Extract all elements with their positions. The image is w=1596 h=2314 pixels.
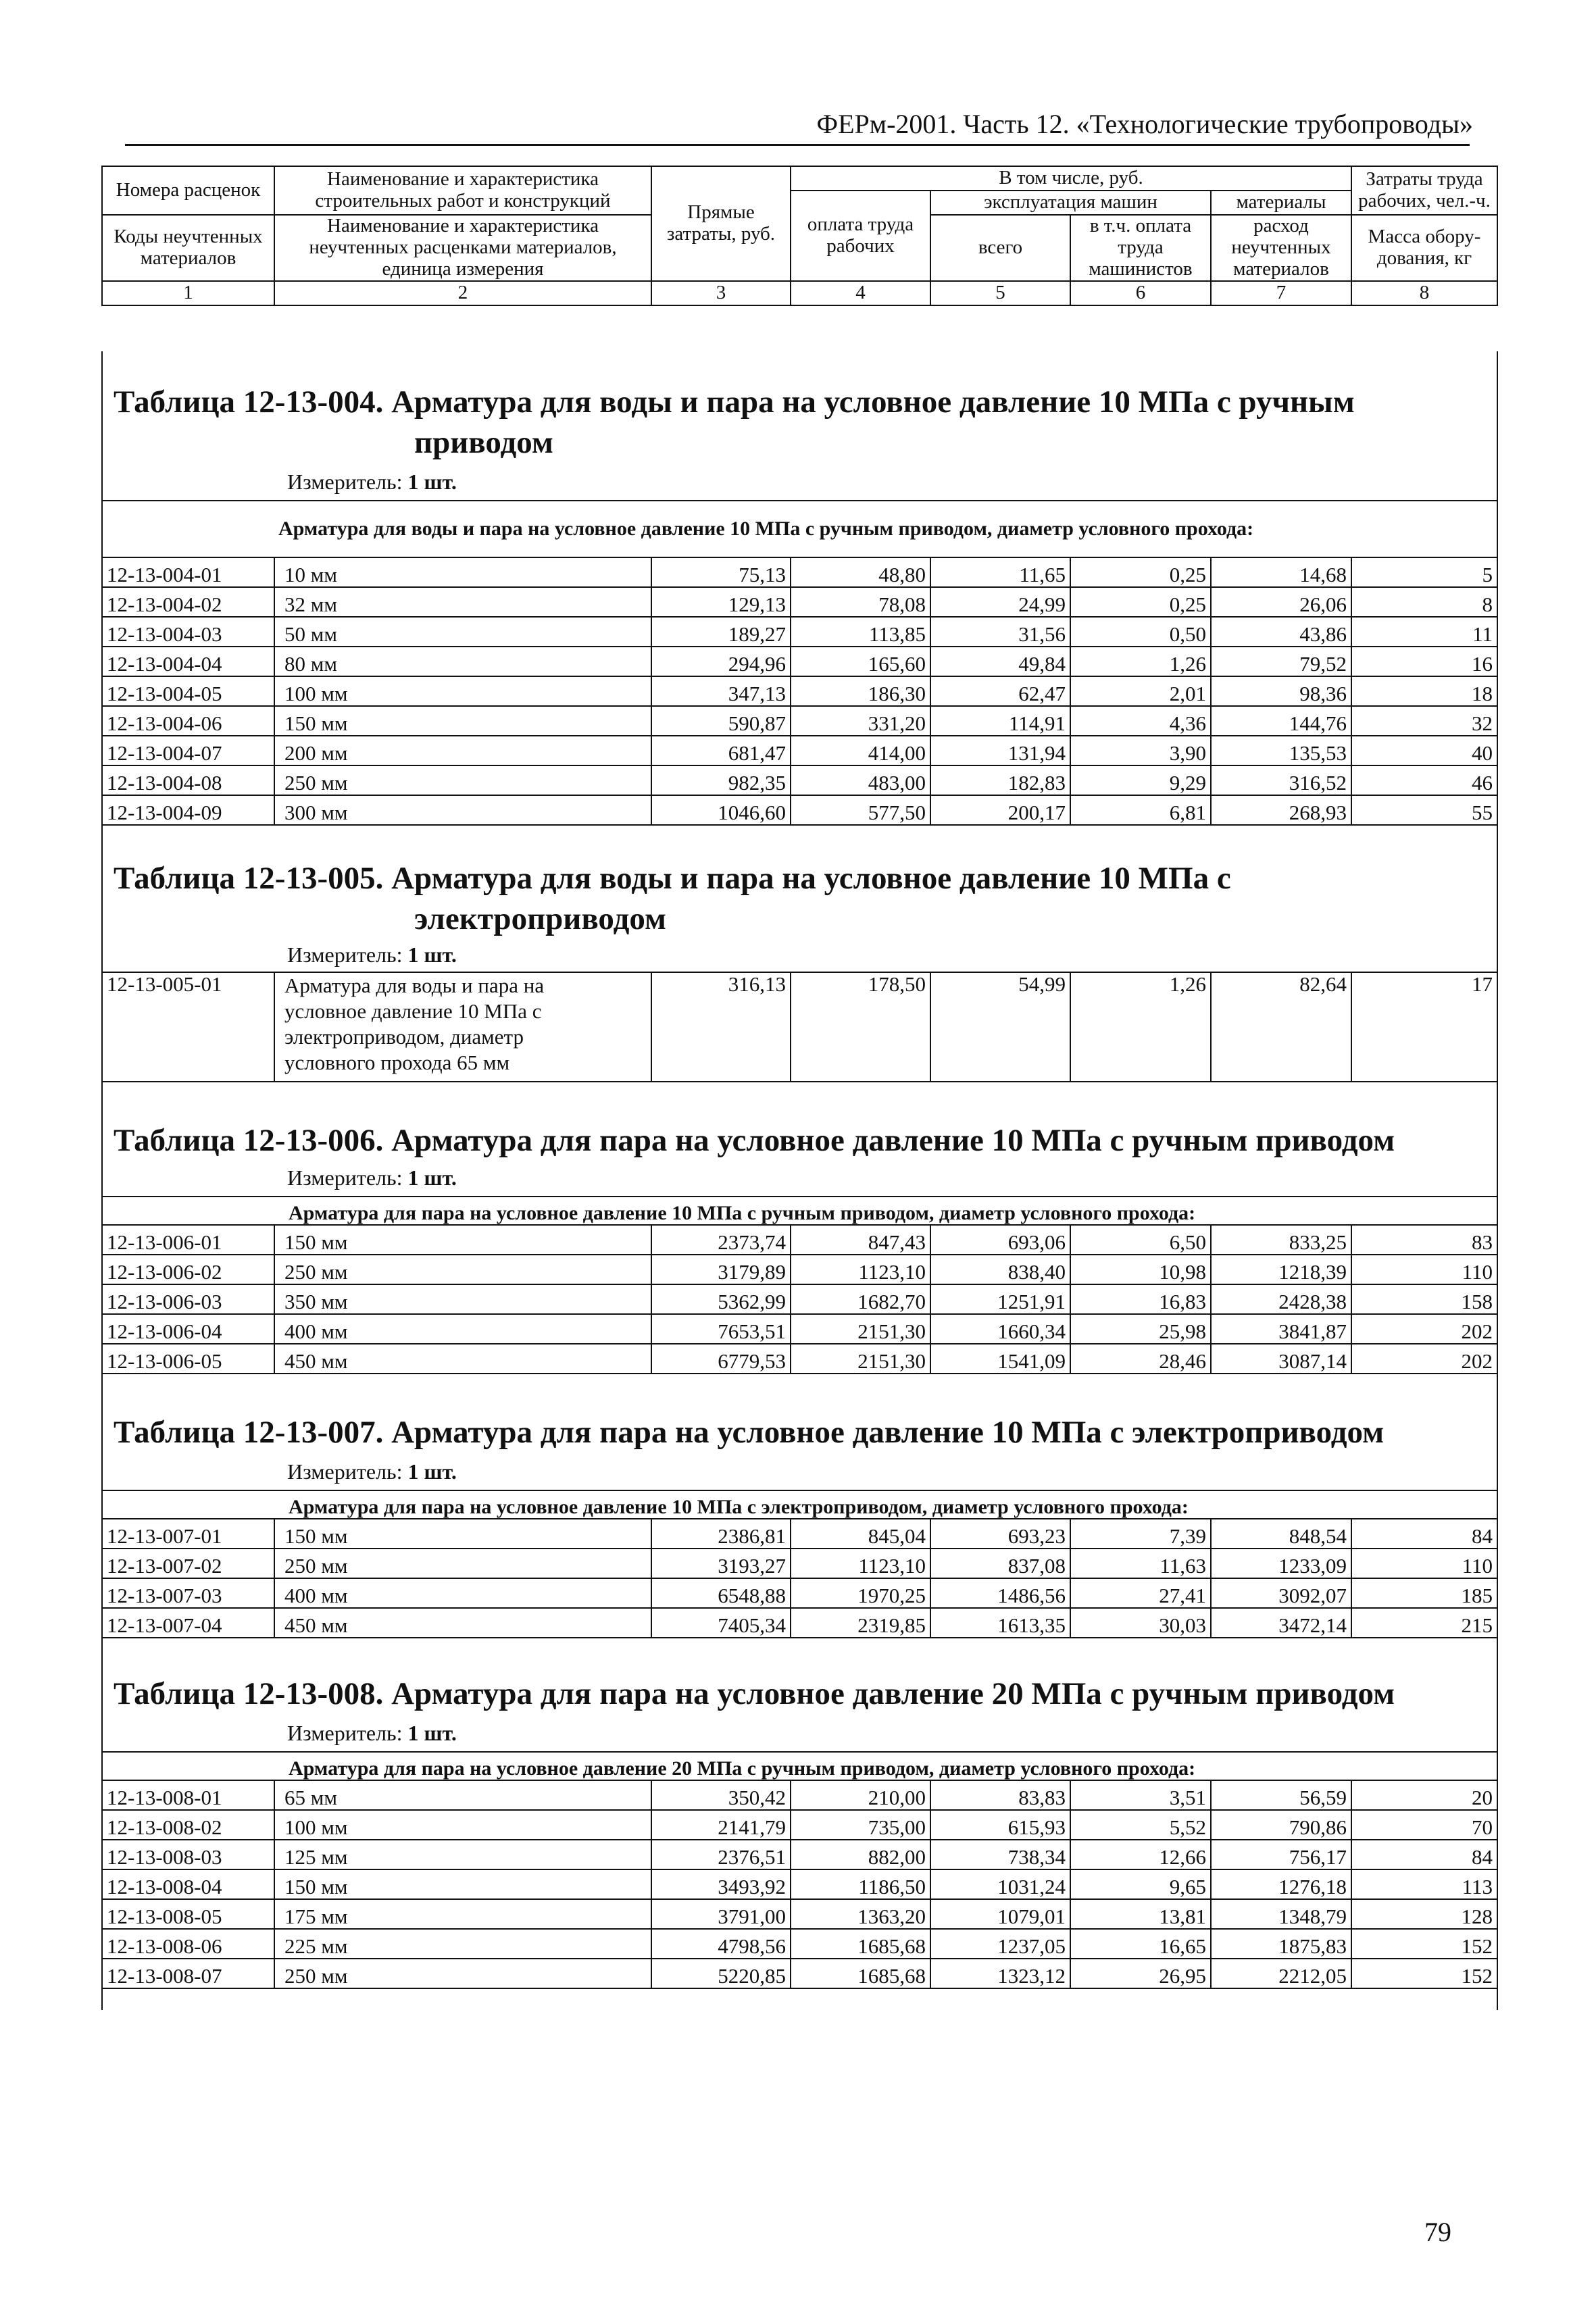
materials: 3472,14 [1211,1608,1351,1638]
work-name: 125 мм [274,1840,651,1869]
work-name: 80 мм [274,647,651,676]
unit-label: Измеритель: 1 шт. [287,470,457,494]
materials: 848,54 [1211,1519,1351,1549]
table-row [102,1959,1497,1988]
machines-pay: 0,25 [1070,587,1211,617]
rate-code: 12-13-004-06 [102,706,274,736]
machines-pay: 9,29 [1070,765,1211,795]
labor-pay: 113,85 [791,617,930,647]
labor-pay: 1123,10 [791,1549,930,1578]
rate-code: 12-13-004-02 [102,587,274,617]
table-12-13-007 [101,1490,1498,1638]
table-title [114,1674,1395,1714]
labor-pay: 2151,30 [791,1344,930,1374]
table-title-line-1: Таблица 12-13-006. Арматура для пара на условное давление 10 МПа с ручным приводом [114,1123,1395,1158]
direct-costs: 681,47 [651,736,791,765]
labor-hours: 40 [1351,736,1497,765]
direct-costs: 5220,85 [651,1959,791,1988]
machines-total: 693,23 [930,1519,1070,1549]
machines-pay: 4,36 [1070,706,1211,736]
materials: 790,86 [1211,1810,1351,1840]
direct-costs: 6779,53 [651,1344,791,1374]
table-title [114,858,1231,939]
table-row [102,676,1497,706]
labor-hours: 158 [1351,1284,1497,1314]
table-title [114,1412,1384,1453]
table-row [102,1608,1497,1638]
machines-pay: 6,81 [1070,795,1211,825]
header-labor-costs: Затраты труда рабочих, чел.-ч. [1351,166,1497,215]
table-row [102,647,1497,676]
labor-hours: 32 [1351,706,1497,736]
labor-pay: 186,30 [791,676,930,706]
rate-code: 12-13-006-05 [102,1344,274,1374]
labor-pay: 331,20 [791,706,930,736]
labor-hours: 83 [1351,1225,1497,1255]
work-name: 225 мм [274,1929,651,1959]
rate-code: 12-13-004-01 [102,557,274,587]
labor-pay: 2151,30 [791,1314,930,1344]
direct-costs: 4798,56 [651,1929,791,1959]
work-name: 65 мм [274,1780,651,1810]
table-title-line-1: Таблица 12-13-005. Арматура для воды и пара на условное давление 10 МПа с [114,861,1231,896]
header-materials-use: расход неучтенных материалов [1211,215,1351,281]
table-12-13-006 [101,1196,1498,1374]
unit-label: Измеритель: 1 шт. [287,942,457,967]
machines-pay: 13,81 [1070,1899,1211,1929]
table-row [102,1810,1497,1840]
machines-total: 200,17 [930,795,1070,825]
table-row [102,795,1497,825]
table-subtitle: Арматура для пара на условное давление 10 МПа с электроприводом, диаметр условного прохода: [102,1490,1497,1519]
direct-costs: 2141,79 [651,1810,791,1840]
labor-hours: 5 [1351,557,1497,587]
machines-total: 62,47 [930,676,1070,706]
rate-code: 12-13-004-03 [102,617,274,647]
machines-pay: 5,52 [1070,1810,1211,1840]
machines-total: 1613,35 [930,1608,1070,1638]
table-row [102,1840,1497,1869]
materials: 2428,38 [1211,1284,1351,1314]
materials: 1348,79 [1211,1899,1351,1929]
work-name: 150 мм [274,706,651,736]
direct-costs: 3193,27 [651,1549,791,1578]
work-name: 400 мм [274,1314,651,1344]
table-12-13-005 [101,972,1498,1082]
machines-pay: 27,41 [1070,1578,1211,1608]
machines-pay: 26,95 [1070,1959,1211,1988]
running-header: ФЕРм-2001. Часть 12. «Технологические трубопроводы» [816,109,1473,139]
work-name: 250 мм [274,1959,651,1988]
materials: 2212,05 [1211,1959,1351,1988]
header-num-8: 8 [1351,281,1497,305]
machines-total: 1323,12 [930,1959,1070,1988]
machines-total: 738,34 [930,1840,1070,1869]
table-row [102,557,1497,587]
machines-total: 1237,05 [930,1929,1070,1959]
labor-pay: 847,43 [791,1225,930,1255]
labor-hours: 84 [1351,1519,1497,1549]
labor-pay: 178,50 [791,972,930,1082]
rate-code: 12-13-006-03 [102,1284,274,1314]
work-name: 100 мм [274,676,651,706]
labor-hours: 215 [1351,1608,1497,1638]
table-row [102,1549,1497,1578]
machines-total: 1251,91 [930,1284,1070,1314]
materials: 135,53 [1211,736,1351,765]
machines-total: 837,08 [930,1549,1070,1578]
table-row [102,1225,1497,1255]
labor-pay: 1682,70 [791,1284,930,1314]
header-equipment-mass: Масса обору-дования, кг [1351,215,1497,281]
header-machines: эксплуатация машин [930,191,1211,215]
table-row [102,1780,1497,1810]
machines-pay: 3,51 [1070,1780,1211,1810]
labor-pay: 577,50 [791,795,930,825]
column-header-table [101,166,1498,306]
labor-pay: 1123,10 [791,1255,930,1284]
header-num-1: 1 [102,281,274,305]
machines-pay: 12,66 [1070,1840,1211,1869]
header-rates-number: Номера расценок [102,166,274,215]
labor-hours: 70 [1351,1810,1497,1840]
table-row [102,1869,1497,1899]
materials: 56,59 [1211,1780,1351,1810]
labor-pay: 1363,20 [791,1899,930,1929]
direct-costs: 2386,81 [651,1519,791,1549]
header-direct-costs: Прямые затраты, руб. [651,166,791,281]
machines-pay: 16,65 [1070,1929,1211,1959]
direct-costs: 3493,92 [651,1869,791,1899]
header-num-7: 7 [1211,281,1351,305]
work-name: 50 мм [274,617,651,647]
direct-costs: 5362,99 [651,1284,791,1314]
labor-hours: 185 [1351,1578,1497,1608]
machines-total: 131,94 [930,736,1070,765]
header-material-codes: Коды неучтенных материалов [102,215,274,281]
rate-code: 12-13-008-04 [102,1869,274,1899]
labor-pay: 78,08 [791,587,930,617]
rate-code: 12-13-008-05 [102,1899,274,1929]
rate-code: 12-13-007-03 [102,1578,274,1608]
work-name: 32 мм [274,587,651,617]
materials: 3092,07 [1211,1578,1351,1608]
header-rule [125,144,1470,146]
work-name: 400 мм [274,1578,651,1608]
direct-costs: 7653,51 [651,1314,791,1344]
direct-costs: 316,13 [651,972,791,1082]
machines-total: 114,91 [930,706,1070,736]
header-materials: материалы [1211,191,1351,215]
labor-pay: 1685,68 [791,1929,930,1959]
direct-costs: 3179,89 [651,1255,791,1284]
rate-code: 12-13-008-07 [102,1959,274,1988]
work-name: 250 мм [274,1255,651,1284]
table-subtitle: Арматура для пара на условное давление 20 МПа с ручным приводом, диаметр условного прохода: [102,1752,1497,1780]
materials: 833,25 [1211,1225,1351,1255]
direct-costs: 7405,34 [651,1608,791,1638]
labor-hours: 8 [1351,587,1497,617]
direct-costs: 1046,60 [651,795,791,825]
labor-pay: 845,04 [791,1519,930,1549]
table-row [102,1255,1497,1284]
work-name: 450 мм [274,1608,651,1638]
labor-hours: 113 [1351,1869,1497,1899]
header-num-4: 4 [791,281,930,305]
header-work-name: Наименование и характеристика строительных работ и конструкций [274,166,651,215]
labor-hours: 110 [1351,1549,1497,1578]
rate-code: 12-13-004-09 [102,795,274,825]
labor-hours: 152 [1351,1959,1497,1988]
labor-hours: 202 [1351,1314,1497,1344]
machines-pay: 6,50 [1070,1225,1211,1255]
direct-costs: 75,13 [651,557,791,587]
work-name: 450 мм [274,1344,651,1374]
materials: 268,93 [1211,795,1351,825]
labor-pay: 1685,68 [791,1959,930,1988]
rate-code: 12-13-007-02 [102,1549,274,1578]
table-row [102,765,1497,795]
direct-costs: 347,13 [651,676,791,706]
table-title-line-2: электроприводом [414,901,666,936]
machines-total: 11,65 [930,557,1070,587]
table-row [102,1344,1497,1374]
work-name: 350 мм [274,1284,651,1314]
table-row [102,1899,1497,1929]
machines-pay: 25,98 [1070,1314,1211,1344]
rate-code: 12-13-007-04 [102,1608,274,1638]
machines-total: 693,06 [930,1225,1070,1255]
materials: 1276,18 [1211,1869,1351,1899]
labor-pay: 210,00 [791,1780,930,1810]
header-material-name: Наименование и характеристика неучтенных расценками материалов, единица измерения [274,215,651,281]
direct-costs: 2376,51 [651,1840,791,1869]
rate-code: 12-13-008-02 [102,1810,274,1840]
machines-total: 31,56 [930,617,1070,647]
rate-code: 12-13-007-01 [102,1519,274,1549]
table-row [102,587,1497,617]
table-12-13-008 [101,1751,1498,1989]
direct-costs: 129,13 [651,587,791,617]
rate-code: 12-13-006-02 [102,1255,274,1284]
materials: 1875,83 [1211,1929,1351,1959]
machines-total: 1031,24 [930,1869,1070,1899]
machines-pay: 11,63 [1070,1549,1211,1578]
direct-costs: 2373,74 [651,1225,791,1255]
table-12-13-004 [101,500,1498,826]
work-name: 250 мм [274,765,651,795]
machines-total: 83,83 [930,1780,1070,1810]
machines-pay: 0,25 [1070,557,1211,587]
work-name: 150 мм [274,1869,651,1899]
direct-costs: 6548,88 [651,1578,791,1608]
work-name: 175 мм [274,1899,651,1929]
materials: 3087,14 [1211,1344,1351,1374]
header-labor-pay: оплата труда рабочих [791,191,930,281]
work-name: 100 мм [274,1810,651,1840]
work-name: 300 мм [274,795,651,825]
labor-hours: 110 [1351,1255,1497,1284]
labor-pay: 2319,85 [791,1608,930,1638]
rate-code: 12-13-006-01 [102,1225,274,1255]
machines-total: 24,99 [930,587,1070,617]
materials: 756,17 [1211,1840,1351,1869]
labor-pay: 735,00 [791,1810,930,1840]
table-title [114,382,1355,463]
rate-code: 12-13-004-08 [102,765,274,795]
machines-pay: 10,98 [1070,1255,1211,1284]
table-row [102,1284,1497,1314]
labor-hours: 202 [1351,1344,1497,1374]
machines-pay: 2,01 [1070,676,1211,706]
table-row [102,706,1497,736]
machines-pay: 3,90 [1070,736,1211,765]
labor-hours: 55 [1351,795,1497,825]
table-subtitle: Арматура для пара на условное давление 10 МПа с ручным приводом, диаметр условного прохода: [102,1197,1497,1225]
table-title-line-2: приводом [414,425,553,460]
labor-pay: 1970,25 [791,1578,930,1608]
table-title-line-1: Таблица 12-13-007. Арматура для пара на условное давление 10 МПа с электроприводом [114,1415,1385,1450]
materials: 144,76 [1211,706,1351,736]
labor-hours: 11 [1351,617,1497,647]
machines-total: 54,99 [930,972,1070,1082]
work-name: 150 мм [274,1225,651,1255]
labor-hours: 20 [1351,1780,1497,1810]
header-num-3: 3 [651,281,791,305]
header-machines-pay: в т.ч. оплата труда машинистов [1070,215,1211,281]
header-num-6: 6 [1070,281,1211,305]
materials: 316,52 [1211,765,1351,795]
direct-costs: 3791,00 [651,1899,791,1929]
rate-code: 12-13-005-01 [102,972,274,1082]
table-title-line-1: Таблица 12-13-008. Арматура для пара на условное давление 20 МПа с ручным приводом [114,1676,1395,1711]
labor-hours: 152 [1351,1929,1497,1959]
labor-hours: 17 [1351,972,1497,1082]
rate-code: 12-13-004-04 [102,647,274,676]
direct-costs: 189,27 [651,617,791,647]
unit-label: Измеритель: 1 шт. [287,1721,457,1745]
materials: 1218,39 [1211,1255,1351,1284]
direct-costs: 982,35 [651,765,791,795]
table-row [102,1578,1497,1608]
machines-total: 1486,56 [930,1578,1070,1608]
machines-pay: 30,03 [1070,1608,1211,1638]
table-row [102,972,1497,1082]
materials: 43,86 [1211,617,1351,647]
materials: 82,64 [1211,972,1351,1082]
table-title-line-1: Таблица 12-13-004. Арматура для воды и пара на условное давление 10 МПа с ручным [114,384,1355,420]
machines-pay: 16,83 [1070,1284,1211,1314]
header-num-5: 5 [930,281,1070,305]
machines-total: 49,84 [930,647,1070,676]
machines-total: 615,93 [930,1810,1070,1840]
materials: 14,68 [1211,557,1351,587]
machines-pay: 1,26 [1070,972,1211,1082]
work-name: Арматура для воды и пара на условное давление 10 МПа с электроприводом, диаметр условного прохода 65 мм [274,972,651,1082]
rate-code: 12-13-006-04 [102,1314,274,1344]
rate-code: 12-13-008-06 [102,1929,274,1959]
machines-pay: 7,39 [1070,1519,1211,1549]
labor-pay: 414,00 [791,736,930,765]
table-title [114,1120,1395,1161]
rate-code: 12-13-004-07 [102,736,274,765]
table-row [102,736,1497,765]
work-name: 200 мм [274,736,651,765]
materials: 1233,09 [1211,1549,1351,1578]
header-num-2: 2 [274,281,651,305]
labor-pay: 48,80 [791,557,930,587]
rate-code: 12-13-004-05 [102,676,274,706]
labor-pay: 1186,50 [791,1869,930,1899]
machines-total: 1660,34 [930,1314,1070,1344]
labor-pay: 165,60 [791,647,930,676]
materials: 26,06 [1211,587,1351,617]
machines-total: 838,40 [930,1255,1070,1284]
table-row [102,1314,1497,1344]
page-number: 79 [1424,2217,1451,2247]
machines-total: 1079,01 [930,1899,1070,1929]
work-name: 150 мм [274,1519,651,1549]
table-row [102,1519,1497,1549]
direct-costs: 350,42 [651,1780,791,1810]
header-including: В том числе, руб. [791,166,1351,191]
labor-hours: 84 [1351,1840,1497,1869]
table-row [102,617,1497,647]
rate-code: 12-13-008-01 [102,1780,274,1810]
labor-pay: 483,00 [791,765,930,795]
machines-pay: 1,26 [1070,647,1211,676]
labor-hours: 18 [1351,676,1497,706]
machines-total: 182,83 [930,765,1070,795]
direct-costs: 590,87 [651,706,791,736]
materials: 79,52 [1211,647,1351,676]
table-row [102,1929,1497,1959]
unit-label: Измеритель: 1 шт. [287,1459,457,1484]
work-name: 250 мм [274,1549,651,1578]
materials: 3841,87 [1211,1314,1351,1344]
labor-hours: 16 [1351,647,1497,676]
labor-hours: 128 [1351,1899,1497,1929]
materials: 98,36 [1211,676,1351,706]
machines-pay: 0,50 [1070,617,1211,647]
header-machines-total: всего [930,215,1070,281]
machines-pay: 9,65 [1070,1869,1211,1899]
labor-hours: 46 [1351,765,1497,795]
machines-total: 1541,09 [930,1344,1070,1374]
direct-costs: 294,96 [651,647,791,676]
labor-pay: 882,00 [791,1840,930,1869]
unit-label: Измеритель: 1 шт. [287,1165,457,1190]
rate-code: 12-13-008-03 [102,1840,274,1869]
table-subtitle: Арматура для воды и пара на условное давление 10 МПа с ручным приводом, диаметр условного прохода: [102,501,1497,557]
machines-pay: 28,46 [1070,1344,1211,1374]
work-name: 10 мм [274,557,651,587]
